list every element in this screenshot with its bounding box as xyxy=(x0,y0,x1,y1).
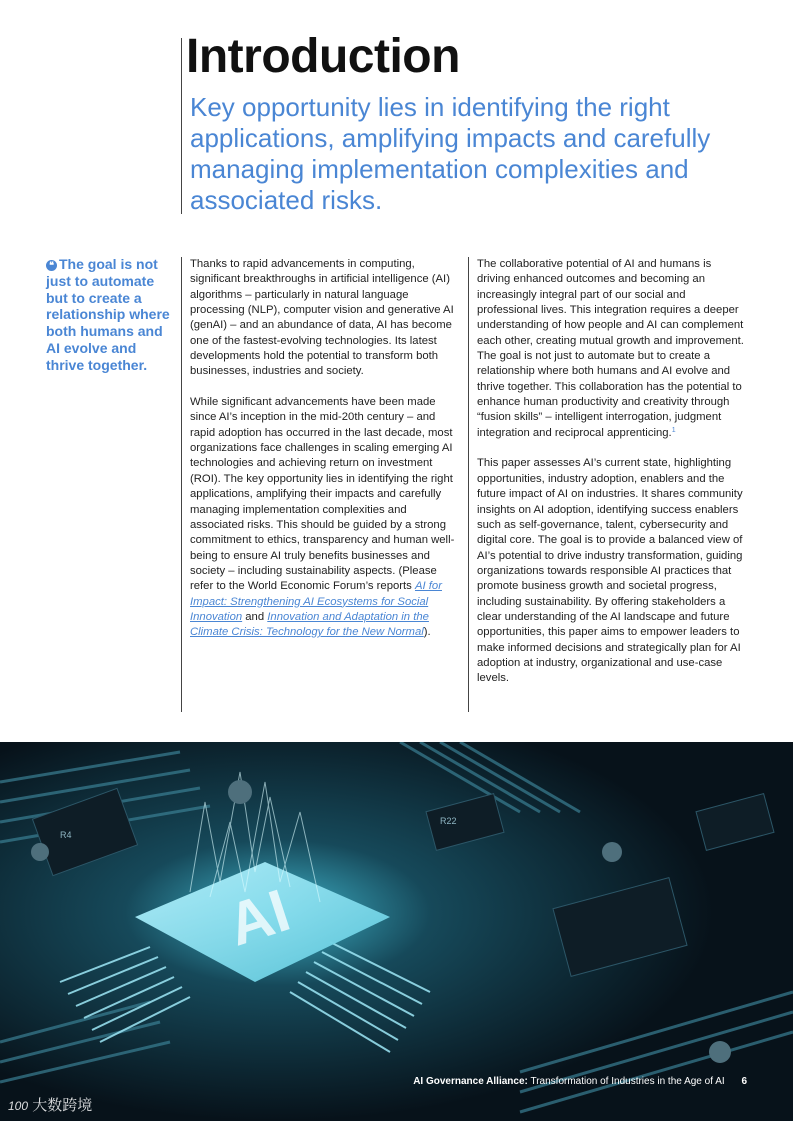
paragraph: Thanks to rapid advancements in computing, significant breakthroughs in artificial intelligence (AI) algorithms – particularly in natural language processing (NLP), computer vision and generative AI (genAI) – and an abundance of data, AI has become one of the fastest-evolving technologies. Its latest developments hold the potential to transform both businesses, industries and society. xyxy=(190,258,454,378)
page-title: Introduction xyxy=(186,30,460,83)
column2-rule xyxy=(468,257,469,712)
paragraph xyxy=(190,395,462,641)
footer-title: Transformation of Industries in the Age of AI xyxy=(530,1076,725,1087)
circuit-board-illustration xyxy=(0,742,793,1121)
page-footer xyxy=(413,1076,747,1087)
watermark-logo: 100 xyxy=(8,1099,29,1113)
body-column-right xyxy=(477,257,747,702)
paragraph xyxy=(477,257,747,441)
report-link-ai-for-impact[interactable]: AI for Impact: Strengthening AI Ecosystems for Social Innovation xyxy=(190,580,442,623)
pull-quote xyxy=(46,256,171,374)
column1-rule xyxy=(181,257,182,712)
watermark-text: 大数跨境 xyxy=(32,1096,93,1114)
hero-image xyxy=(0,742,793,1121)
page-number: 6 xyxy=(741,1076,747,1087)
paragraph-conjunction: and xyxy=(242,610,268,623)
chip-label: AI xyxy=(219,876,298,959)
body-column-left xyxy=(190,257,462,656)
pull-quote-text: The goal is not just to automate but to create a relationship where both humans and AI evolve and thrive together. xyxy=(46,256,170,373)
paragraph-text: The collaborative potential of AI and humans is driving enhanced outcomes and becoming an increasingly integral part of our social and professional lives. This integration requires a deeper understanding of how people and AI can complement each other, creating mutual growth and improvement. The goal is not just to automate but to create a relationship where both humans and AI evolve and thrive together. This collaboration has the potential to enhance human productivity and creativity through “fusion skills” – intelligent interrogation, judgment integration and reciprocal apprenticing. xyxy=(477,258,744,439)
report-link-climate-crisis[interactable]: Innovation and Adaptation in the Climate Crisis: Technology for the New Normal xyxy=(190,610,429,639)
footer-series: AI Governance Alliance: xyxy=(413,1076,528,1087)
quote-icon: ❝ xyxy=(46,260,57,271)
title-rule xyxy=(181,38,182,214)
footnote-marker[interactable]: 1 xyxy=(671,426,676,434)
watermark xyxy=(8,1094,92,1115)
component-label: R4 xyxy=(60,830,72,840)
paragraph: This paper assesses AI’s current state, highlighting opportunities, industry adoption, enablers and the future impact of AI on industries. It shares community insights on AI adoption, identifying success enablers such as self-governance, talent, cybersecurity and digital core. The goal is to provide a balanced view of AI’s potential to drive industry transformation, guiding organizations towards responsible AI practices that promote business growth and societal progress, including sustainability. By offering stakeholders a clear understanding of the AI landscape and future opportunities, this paper aims to empower leaders to make informed decisions and strategically plan for AI adoption at industry, organizational and use-case levels. xyxy=(477,457,743,685)
component-label: R22 xyxy=(440,816,457,826)
paragraph-end: ). xyxy=(423,626,431,639)
paragraph-text: While significant advancements have been made since AI’s inception in the mid-20th century – and rapid adoption has occurred in the last decade, most organizations face challenges in scaling emerging AI technologies and achieving return on investment (ROI). The key opportunity lies in identifying the right applications, amplifying their impacts and carefully managing implementation complexities and associated risks. This should be guided by a strong commitment to ethics, transparency and human well-being to ensure AI truly benefits businesses and society – including sustainability aspects. (Please refer to the World Economic Forum’s reports xyxy=(190,396,455,593)
page-subtitle: Key opportunity lies in identifying the right applications, amplifying impacts and carefully managing implementation complexities and associated risks. xyxy=(190,92,711,215)
